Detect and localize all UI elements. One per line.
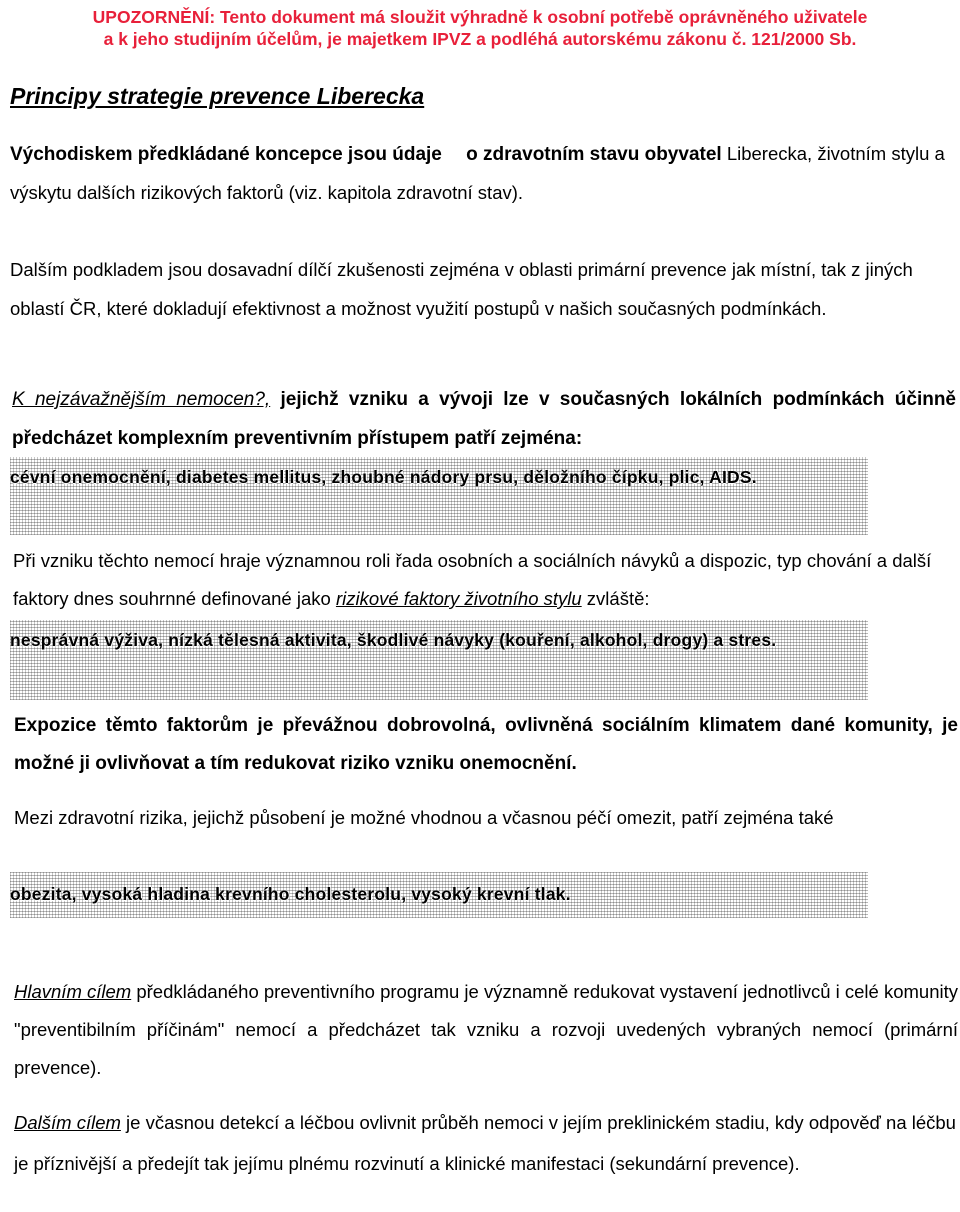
- paragraph-exposure: Expozice těmto faktorům je převážnou dobrovolná, ovlivněná sociálním klimatem dané komunity, je možné ji ovlivňovat a tím redukovat riziko vzniku onemocnění.: [14, 715, 958, 774]
- paragraph-main-goal: [14, 973, 958, 1087]
- page-title: Principy strategie prevence Liberecka: [10, 83, 425, 109]
- paragraph-basis: Dalším podkladem jsou dosavadní dílčí zkušenosti zejména v oblasti primární prevence jak místní, tak z jiných oblastí ČR, které dokladují efektivnost a možnost využití postupů v našich současných podmínkách.: [10, 259, 913, 319]
- diseases-rest: jejichž vzniku a vývoji lze v současných lokálních podmínkách účinně předcházet komplexním preventivním přístupem patří zejména:: [12, 389, 956, 449]
- copyright-warning: [0, 6, 960, 50]
- paragraph-intro: [10, 135, 954, 212]
- paragraph-risk-factors: [13, 542, 957, 618]
- diseases-link[interactable]: K nejzávažnějším nemocen?,: [12, 389, 271, 410]
- main-goal-rest: předkládaného preventivního programu je významně redukovat vystavení jednotlivců i celé komunity "preventibilním příčinám" nemocí a předcházet tak vzniku a rozvoji uvedených vybraných nemocí (primární prevence).: [14, 981, 958, 1078]
- risk-text-a: Při vzniku těchto nemocí hraje významnou roli řada osobních a sociálních návyků a dispozic, typ chování a další faktory dnes souhrnné definované jako: [13, 550, 932, 609]
- paragraph-diseases: [12, 380, 956, 458]
- risk-factors-link[interactable]: rizikové faktory životního stylu: [335, 588, 582, 609]
- intro-bold-a: Východiskem předkládané koncepce jsou údaje: [10, 144, 442, 165]
- dithered-disease-list: cévní onemocnění, diabetes mellitus, zhoubné nádory prsu, děložního čípku, plic, AIDS.: [10, 457, 868, 535]
- secondary-goal-rest: je včasnou detekcí a léčbou ovlivnit průběh nemoci v jejím preklinickém stadiu, kdy odpověď na léčbu je příznivější a předejít tak jejímu plnému rozvinutí a klinické manifestaci (sekundární prevence).: [14, 1112, 956, 1174]
- warning-line-2: a k jeho studijním účelům, je majetkem IPVZ a podléhá autorskému zákonu č. 121/2000 Sb.: [103, 29, 857, 49]
- dithered-risk-list: nesprávná výživa, nízká tělesná aktivita, škodlivé návyky (kouření, alkohol, drogy) a stres.: [10, 620, 868, 700]
- paragraph-secondary-goal: [14, 1102, 958, 1184]
- dithered-health-risk-list: obezita, vysoká hladina krevního cholesterolu, vysoký krevní tlak.: [10, 872, 868, 918]
- risk-text-b: zvláště:: [581, 588, 650, 609]
- main-goal-link[interactable]: Hlavním cílem: [14, 981, 132, 1002]
- intro-rest: Liberecka, životním stylu a výskytu dalších rizikových faktorů (viz. kapitola zdravotní stav).: [10, 143, 945, 203]
- intro-bold-b: o zdravotním stavu obyvatel: [466, 144, 722, 165]
- paragraph-health-risks: Mezi zdravotní rizika, jejichž působení je možné vhodnou a včasnou péčí omezit, patří zejména také: [14, 807, 834, 828]
- warning-line-1: UPOZORNĚNÍ: Tento dokument má sloužit výhradně k osobní potřebě oprávněného uživatele: [92, 7, 868, 27]
- secondary-goal-link[interactable]: Dalším cílem: [14, 1112, 121, 1133]
